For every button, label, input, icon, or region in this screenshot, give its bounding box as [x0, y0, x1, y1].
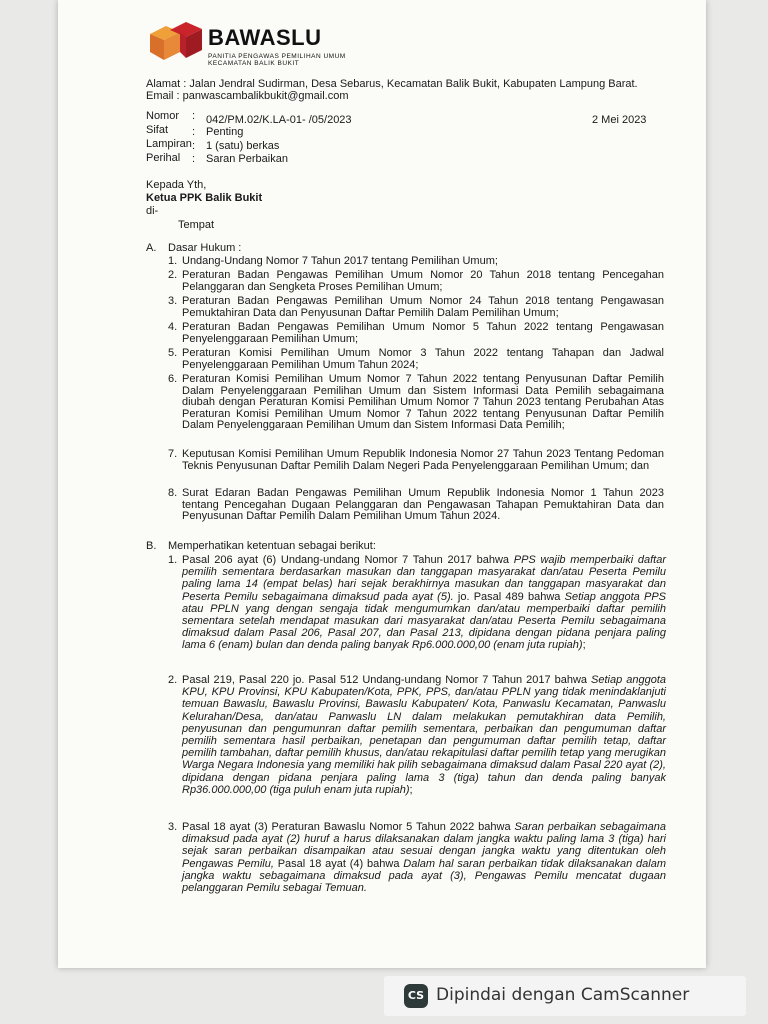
- list-item: 3. Peraturan Badan Pengawas Pemilihan Umum Nomor 24 Tahun 2018 tentang Pengawasan Pemuktahiran Data dan Penyusunan Daftar Pemilih Dalam Pemilihan Umum;: [168, 295, 664, 319]
- meta-colon: :: [192, 153, 196, 165]
- list-item: 3. Pasal 18 ayat (3) Peraturan Bawaslu Nomor 5 Tahun 2022 bahwa Saran perbaikan sebagaimana dimaksud pada ayat (2) huruf a harus dilaksanakan dalam jangka waktu paling lama 3 (tiga) hari sejak saran perbaikan disampaikan atau sesuai dengan jangka waktu yang ditentukan oleh Pengawas Pemilu, Pasal 18 ayat (4) bahwa Dalam hal saran perbaikan tidak dilaksanakan dalam jangka waktu sebagaimana dimaksud pada ayat (3), Pengawas Pemilu mencatat dugaan pelanggaran Pemilu sebagai Temuan.: [168, 821, 667, 895]
- meta-colon: :: [192, 126, 196, 138]
- brand-subtitle: PANITIA PENGAWAS PEMILIHAN UMUM KECAMATAN BALIK BUKIT: [208, 53, 346, 67]
- list-item: 1. Pasal 206 ayat (6) Undang-undang Nomor 7 Tahun 2017 bahwa PPS wajib memperbaiki daftar pemilih sementara berdasarkan masukan dan tanggapan masyarakat dan/atau Peserta Pemilu paling lama 14 (empat belas) hari sejak berakhirnya masukan dan tanggapan masyarakat dan Peserta Pemilu sebagaimana dimaksud pada ayat (5). jo. Pasal 489 bahwa Setiap anggota PPS atau PPLN yang dengan sengaja tidak mengumumkan dan/atau memperbaiki daftar pemilih sementara setelah mendapat masukan dari masyarakat dan/atau Peserta Pemilu sebagaimana dimaksud dalam Pasal 206, Pasal 207, dan Pasal 213, dipidana dengan pidana penjara paling lama 6 (enam) bulan dan denda paling banyak Rp6.000.000,00 (enam juta rupiah);: [168, 554, 667, 652]
- camscanner-label: Dipindai dengan CamScanner: [436, 985, 690, 1005]
- email-line: Email : panwascambalikbukit@gmail.com: [146, 90, 349, 102]
- section-a-heading: A. Dasar Hukum :: [146, 242, 242, 254]
- meta-colon: :: [192, 140, 196, 152]
- recipient-name: Ketua PPK Balik Bukit: [146, 192, 263, 204]
- list-item: 4. Peraturan Badan Pengawas Pemilihan Umum Nomor 5 Tahun 2022 tentang Pengawasan Penyelenggaraan Pemilihan Umum;: [168, 321, 664, 345]
- meta-label-sifat: Sifat: [146, 124, 169, 136]
- camscanner-logo-icon: CS: [404, 984, 428, 1008]
- recipient-di: di-: [146, 205, 159, 217]
- list-item: 6. Peraturan Komisi Pemilihan Umum Nomor 7 Tahun 2022 tentang Penyusunan Daftar Pemilih Dalam Penyelenggaraan Pemilihan Umum dan Sistem Informasi Data Pemilih sebagaimana diubah dengan Peraturan Komisi Pemilihan Umum Nomor 7 Tahun 2023 tentang Perubahan Atas Peraturan Komisi Pemilihan Umum Nomor 7 Tahun 2022 tentang Penyusunan Daftar Pemilih Dalam Penyelenggaraan Pemilihan Umum dan Sistem Informasi Data Pemilih;: [168, 373, 664, 432]
- meta-label-lampiran: Lampiran: [146, 138, 192, 150]
- meta-value-lampiran: 1 (satu) berkas: [206, 140, 280, 152]
- brand-title: BAWASLU: [208, 25, 322, 50]
- meta-label-perihal: Perihal: [146, 152, 181, 164]
- meta-value-nomor: 042/PM.02/K.LA-01- /05/2023: [206, 114, 352, 126]
- recipient-place: Tempat: [178, 219, 215, 231]
- camscanner-watermark: [384, 976, 746, 1016]
- meta-colon: :: [192, 110, 196, 122]
- list-item: 7. Keputusan Komisi Pemilihan Umum Republik Indonesia Nomor 27 Tahun 2023 Tentang Pedoman Teknis Penyusunan Daftar Pemilih Dalam Negeri Pada Penyelenggaraan Pemilihan Umum; dan: [168, 448, 664, 472]
- section-b-heading: B. Memperhatikan ketentuan sebagai berikut:: [146, 540, 376, 552]
- letter-date: 2 Mei 2023: [592, 114, 647, 126]
- address-line: Alamat : Jalan Jendral Sudirman, Desa Sebarus, Kecamatan Balik Bukit, Kabupaten Lampung Barat.: [146, 78, 638, 90]
- list-item: 1. Undang-Undang Nomor 7 Tahun 2017 tentang Pemilihan Umum;: [168, 255, 498, 267]
- list-item: 2. Pasal 219, Pasal 220 jo. Pasal 512 Undang-undang Nomor 7 Tahun 2017 bahwa Setiap anggota KPU, KPU Provinsi, KPU Kabupaten/Kota, PPK, PPS, dan/atau PPLN yang tidak menindaklanjuti temuan Bawaslu, Bawaslu Provinsi, Bawaslu Kabupaten/ Kota, Panwaslu Kecamatan, Panwaslu Kelurahan/Desa, dan/atau Panwaslu LN dalam melakukan pemutakhiran data Pemilih, penyusunan dan pengumunran daftar pemilih sementara, perbaikan dan pengumuman daftar pemilih sementara hasil perbaikan, penetapan dan pengumuman daftar pemilih tetap, daftar pemilih tambahan, daftar pemilih khusus, dan/atau rekapitulasi daftar pemilih tetap yang merugikan Warga Negara Indonesia yang memiliki hak pilih sebagaimana dimaksud dalam Pasal 220 ayat (2), dipidana dengan pidana penjara paling lama 3 (tiga) tahun dan denda paling banyak Rp36.000.000,00 (tiga puluh enam juta rupiah);: [168, 674, 666, 796]
- list-item: 8. Surat Edaran Badan Pengawas Pemilihan Umum Republik Indonesia Nomor 1 Tahun 2023 tentang Pencegahan Dugaan Pelanggaran dan Pengawasan Tahapan Pemuktahiran Data dan Penyusunan Daftar Pemilih Dalam Pemilihan Umum Tahun 2024.: [168, 487, 664, 523]
- meta-label-nomor: Nomor: [146, 110, 180, 122]
- meta-value-sifat: Penting: [206, 126, 244, 138]
- list-item: 5. Peraturan Komisi Pemilihan Umum Nomor 3 Tahun 2022 tentang Tahapan dan Jadwal Penyelenggaraan Pemilihan Umum Tahun 2024;: [168, 347, 664, 371]
- bawaslu-logo-icon: [146, 20, 208, 66]
- list-item: 2. Peraturan Badan Pengawas Pemilihan Umum Nomor 20 Tahun 2018 tentang Pencegahan Pelanggaran dan Sengketa Proses Pemilihan Umum;: [168, 269, 664, 293]
- recipient-greeting: Kepada Yth,: [146, 179, 207, 191]
- meta-value-perihal: Saran Perbaikan: [206, 153, 288, 165]
